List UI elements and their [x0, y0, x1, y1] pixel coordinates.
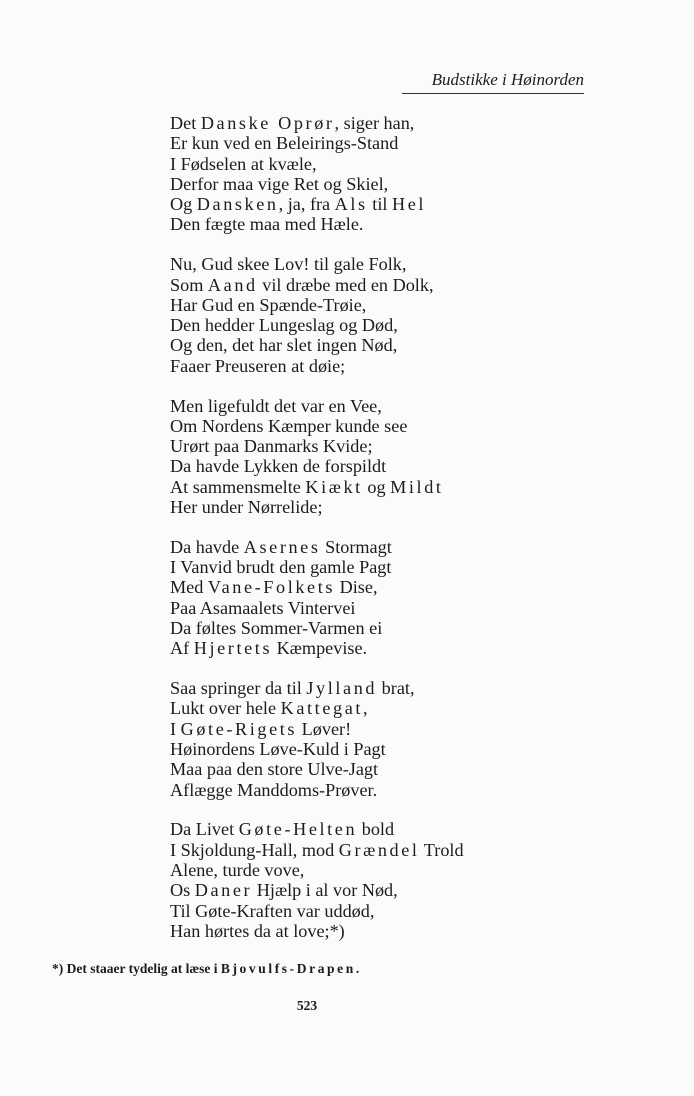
verse-line [170, 901, 464, 921]
text-segment: Trold [419, 839, 464, 860]
text-segment: Og [170, 194, 197, 215]
verse-line [170, 275, 464, 295]
stanza [170, 678, 464, 800]
text-segment: I Fødselen at kvæle, [170, 153, 317, 174]
text-segment: *) Det staaer tydelig at læse i [52, 961, 221, 976]
verse-line [170, 497, 464, 517]
text-segment: Kæmpevise. [272, 638, 368, 659]
verse-line [170, 698, 464, 718]
spaced-word: Kattegat [280, 698, 364, 719]
spaced-word: Gøte-Rigets [180, 718, 298, 739]
text-segment: Da havde Lykken de forspildt [170, 456, 387, 477]
text-segment: Os [170, 880, 195, 901]
text-segment: At sammensmelte [170, 476, 306, 497]
text-segment: Alene, turde vove, [170, 860, 305, 880]
verse-line [170, 315, 464, 335]
spaced-word: Aand [207, 274, 258, 295]
text-segment: Den hedder Lungeslag og Død, [170, 315, 398, 336]
verse-line [170, 356, 464, 376]
verse-line [170, 598, 464, 618]
text-segment: Og den, det har slet ingen Nød, [170, 335, 398, 356]
verse-line [170, 416, 464, 436]
stanza [170, 254, 464, 376]
stanza [170, 396, 464, 518]
text-segment: I Vanvid brudt den gamle Pagt [170, 557, 392, 578]
verse-line [170, 739, 464, 759]
text-segment: , siger han, [334, 113, 415, 133]
spaced-word: Gøte-Helten [238, 819, 358, 840]
text-segment: Han hørtes da at love;*) [170, 920, 345, 941]
verse-line [170, 396, 464, 416]
stanza [170, 113, 464, 235]
text-segment: . [355, 961, 360, 976]
verse-line [170, 921, 464, 941]
text-segment: , [363, 698, 368, 719]
stanza [170, 819, 464, 941]
spaced-word: Danske Oprør [200, 113, 335, 133]
text-segment: Løver! [297, 718, 352, 739]
verse-line [170, 638, 464, 658]
verse-line [170, 577, 464, 597]
verse-line [170, 860, 464, 880]
text-segment: Til Gøte-Kraften var uddød, [170, 900, 375, 921]
text-segment: Da Livet [170, 819, 239, 840]
text-segment: Her under Nørrelide; [170, 497, 323, 518]
text-segment: bold [357, 819, 395, 840]
text-segment: brat, [377, 678, 415, 699]
spaced-word: Kiækt [305, 476, 363, 497]
text-segment: Paa Asamaalets Vintervei [170, 597, 356, 618]
stanza [170, 537, 464, 659]
text-segment: Dise, [335, 577, 378, 598]
text-segment: Faaer Preuseren at døie; [170, 355, 346, 376]
verse-line [170, 880, 464, 900]
spaced-word: Bjovulfs-Drapen [220, 961, 356, 976]
spaced-word: Vane-Folkets [207, 577, 336, 598]
text-segment: Maa paa den store Ulve-Jagt [170, 759, 379, 780]
text-segment: Da havde [170, 536, 244, 557]
verse-line [170, 557, 464, 577]
text-segment: Er kun ved en Beleirings-Stand [170, 133, 399, 154]
verse-line [170, 133, 464, 153]
text-segment: Som [170, 274, 208, 295]
text-segment: Hjælp i al vor Nød, [252, 880, 398, 901]
poem [170, 113, 464, 941]
verse-line [170, 780, 464, 800]
verse-line [170, 618, 464, 638]
text-segment: vil dræbe med en Dolk, [257, 274, 434, 295]
text-segment: Har Gud en Spænde-Trøie, [170, 294, 367, 315]
verse-line [170, 295, 464, 315]
text-segment: Det [170, 113, 201, 133]
text-segment: Høinordens Løve-Kuld i Pagt [170, 739, 386, 760]
page-number: 523 [296, 998, 318, 1013]
text-segment: Lukt over hele [170, 698, 281, 719]
text-segment: og [362, 476, 391, 497]
text-segment: I Skjoldung-Hall, mod [170, 839, 339, 860]
spaced-word: Hel [392, 194, 427, 215]
text-segment: Saa springer da til [170, 678, 307, 699]
verse-line [170, 254, 464, 274]
verse-line [170, 678, 464, 698]
verse-line [170, 335, 464, 355]
text-segment: I [170, 718, 181, 739]
text-segment: , ja, fra [278, 194, 335, 215]
verse-line [170, 759, 464, 779]
text-segment: Da føltes Sommer-Varmen ei [170, 618, 383, 639]
text-segment: Urørt paa Danmarks Kvide; [170, 436, 373, 457]
verse-line [170, 719, 464, 739]
verse-line [170, 113, 464, 133]
verse-line [170, 214, 464, 234]
text-segment: Aflægge Manddoms-Prøver. [170, 779, 378, 800]
text-segment: Den fægte maa med Hæle. [170, 214, 364, 235]
text-segment: Af [170, 638, 194, 659]
verse-line [170, 537, 464, 557]
spaced-word: Dansken [196, 194, 279, 215]
spaced-word: Jylland [306, 678, 378, 699]
verse-line [170, 154, 464, 174]
verse-line [170, 436, 464, 456]
text-segment: Stormagt [320, 536, 392, 557]
verse-line [170, 840, 464, 860]
verse-line [170, 174, 464, 194]
spaced-word: Daner [194, 880, 253, 901]
spaced-word: Grændel [338, 839, 420, 860]
verse-line [170, 819, 464, 839]
text-segment: Nu, Gud skee Lov! til gale Folk, [170, 254, 407, 275]
spaced-word: Als [334, 194, 368, 215]
verse-line [170, 194, 464, 214]
text-segment: til [367, 194, 393, 215]
footnote [52, 961, 359, 977]
spaced-word: Asernes [243, 536, 321, 557]
spaced-word: Mildt [390, 476, 444, 497]
text-segment: Med [170, 577, 208, 598]
spaced-word: Hjertets [193, 638, 273, 659]
verse-line [170, 456, 464, 476]
text-segment: Om Nordens Kæmper kunde see [170, 415, 408, 436]
running-header: Budstikke i Høinorden [402, 70, 584, 94]
text-segment: Men ligefuldt det var en Vee, [170, 395, 382, 416]
text-segment: Derfor maa vige Ret og Skiel, [170, 173, 389, 194]
verse-line [170, 477, 464, 497]
